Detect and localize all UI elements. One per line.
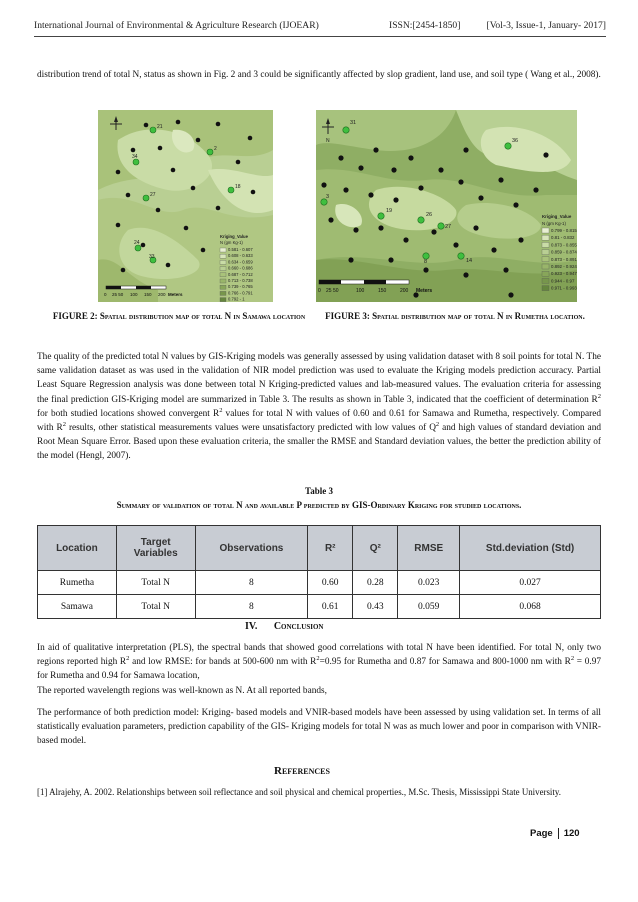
column-header: Location: [38, 526, 117, 571]
text-run: and high values of standard deviation and Root Mean Square Error. Based upon these evaluation criteria, the smaller the RMSE and Standard deviation values, the better the prediction ability of the model (Hengl, 2007).: [37, 423, 601, 462]
text-run: The quality of the predicted total N values by GIS-Kriging models was generally assessed by using validation dataset with 8 soil points for total N. The same validation dataset as was used in the validation of NIR model prediction was used to evaluate the Kriging models prediction accuracy. Partial Least Square Regression analysis was done between total N Kriging-predicted values and lab-measured values. The evaluation criteria for assessing the final prediction GIS-Kriging model are summarized in Table 3. The results as shown in Table 3, indicated that the coefficient of determination R: [37, 352, 601, 405]
journal-name: International Journal of Environmental & Agriculture Research (IJOEAR): [34, 20, 319, 31]
point-label: 27: [150, 192, 156, 198]
text-run: =0.95 for Rumetha and 0.87 for Samawa and 800-1000 nm with R: [319, 657, 571, 668]
table-row: [38, 571, 601, 595]
scale-unit: Meters: [168, 292, 183, 297]
reference-item: [1] Alrajehy, A. 2002. Relationships between soil reflectance and soil physical and chemical properties., M.Sc. Thesis, Mississippi State University.: [37, 787, 561, 797]
text-run: = 0.97 for Rumetha and 0.94 for Samawa location,: [37, 657, 601, 682]
scale-tick: 100: [130, 292, 138, 297]
legend-label: 0.799 - 0.815: [551, 228, 577, 233]
point-label: 26: [426, 212, 433, 218]
legend-swatch: [220, 248, 226, 252]
legend-swatch: [542, 257, 549, 262]
table-cell: 8: [195, 571, 308, 595]
table-row: [38, 595, 601, 619]
column-header: RMSE: [398, 526, 460, 571]
legend-swatch: [542, 242, 549, 247]
table-cell: 0.068: [460, 595, 601, 619]
figure-2-caption: [50, 310, 308, 322]
scale-tick: 150: [144, 292, 152, 297]
divider: [558, 828, 559, 839]
column-header: Q²: [353, 526, 398, 571]
point-label: 8: [424, 259, 428, 265]
legend-label: 0.739 - 0.765: [228, 284, 253, 290]
table-cell: 0.023: [398, 571, 460, 595]
superscript: 2: [126, 655, 130, 663]
figure-2-map: [98, 110, 273, 302]
legend-label: 0.971 - 0.993: [551, 285, 577, 291]
legend-subtitle: N (gm Kg-1): [220, 240, 243, 245]
caption-prefix: FIGURE 3:: [325, 311, 370, 321]
text-run: In aid of qualitative interpretation (PLS), the spectral bands that showed good correlations with total N have been identified. For total N, only two regions reported high R: [37, 643, 601, 668]
legend-swatch: [220, 279, 226, 283]
table-cell: Samawa: [38, 595, 117, 619]
journal-issn: ISSN:[2454-1850]: [389, 20, 461, 31]
scale-tick: 25 50: [326, 288, 339, 294]
superscript: 2: [62, 421, 66, 429]
north-label: N: [326, 138, 330, 144]
figure-3-caption: [320, 310, 590, 322]
scale-tick: 200: [158, 292, 166, 297]
journal-header: [34, 12, 606, 38]
intro-paragraph: distribution trend of total N, status as shown in Fig. 2 and 3 could be significantly affected by slop gradient, land use, and soil type ( Wang et al., 2008).: [37, 70, 601, 80]
superscript: 2: [570, 655, 575, 663]
table-cell: Rumetha: [38, 571, 117, 595]
legend-label: 0.923 - 0.947: [551, 271, 577, 277]
legend-label: 0.859 - 0.874: [551, 249, 577, 255]
conclusion-paragraph-3: The performance of both prediction model: Kriging- based models and VNIR-based models have been assessed by using validation set. In terms of all statistically evaluation parameters, prediction capability of the GIS- Kriging models for total N was as much lower and poor in comparison with VNIR-based model.: [37, 708, 601, 747]
legend-label: 0.892 - 0.924: [551, 264, 577, 269]
legend-swatch: [220, 285, 226, 289]
table-cell: 0.60: [308, 571, 353, 595]
legend-title: Kriging_Value: [220, 234, 248, 239]
text-run: for both studied locations showed convergent R: [37, 408, 220, 419]
scale-tick: 150: [378, 288, 387, 294]
point-label: 2: [214, 146, 217, 152]
legend-swatch: [542, 278, 549, 283]
scale-tick: 25 50: [112, 292, 124, 297]
column-header: Std.deviation (Std): [460, 526, 601, 571]
header-rule: [34, 36, 606, 37]
legend-swatch: [220, 273, 226, 277]
point-label: 24: [134, 240, 140, 246]
caption-text: Spatial distribution map of total N in Rumetha location.: [372, 311, 585, 321]
samawa-kriging-map: [98, 110, 273, 302]
point-label: 19: [386, 208, 393, 214]
legend-swatch: [542, 286, 549, 291]
legend-swatch: [220, 260, 226, 264]
legend-label: 0.766 - 0.791: [228, 290, 253, 296]
scale-tick: 0: [318, 288, 321, 294]
table-cell: 0.059: [398, 595, 460, 619]
table-cell: Total N: [116, 595, 195, 619]
conclusion-paragraph-2: The reported wavelength regions was well-known as N. At all reported bands,: [37, 686, 327, 696]
journal-volume: [Vol-3, Issue-1, January- 2017]: [486, 20, 606, 31]
conclusion-paragraph-1: [37, 641, 601, 684]
scale-tick: 100: [356, 288, 365, 294]
legend-swatch: [542, 271, 549, 276]
scale-tick: 0: [104, 292, 107, 297]
legend-label: 0.713 - 0.738: [228, 278, 253, 283]
section-title: Conclusion: [273, 621, 324, 632]
table-3-title: Summary of validation of total N and available P predicted by GIS-Ordinary Kriging for studied locations.: [116, 500, 522, 510]
point-label: 36: [512, 138, 519, 144]
legend-label: 0.944 - 0.97: [551, 278, 575, 284]
column-header: Target Variables: [116, 526, 195, 571]
page-label: Page: [530, 828, 553, 839]
legend-swatch: [220, 291, 226, 295]
legend-swatch: [542, 228, 549, 233]
legend-label: 0.873 - 0.855: [551, 242, 577, 248]
legend-subtitle: N (gm Kg-1): [542, 221, 566, 226]
figure-3-map: [316, 110, 577, 302]
table-cell: 8: [195, 595, 308, 619]
point-label: 33: [149, 254, 155, 260]
legend-label: 0.687 - 0.712: [228, 271, 253, 277]
validation-table: [37, 525, 601, 619]
page-number: 120: [563, 828, 580, 839]
text-run: and low RMSE: for bands at 500-600 nm with R: [129, 657, 317, 668]
table-3-label: Table 3: [305, 486, 333, 496]
superscript: 2: [597, 392, 601, 400]
point-label: 34: [132, 154, 138, 160]
legend-label: 0.634 - 0.659: [228, 259, 253, 265]
section-heading: [245, 621, 323, 632]
scale-tick: 200: [400, 288, 409, 294]
superscript: 2: [316, 655, 320, 663]
point-label: 31: [350, 120, 357, 126]
text-run: values for total N with values of 0.60 and 0.61 for Samawa and Rumetha, respectively. Compared with R: [37, 408, 601, 434]
table-cell: 0.43: [353, 595, 398, 619]
point-label: 3: [326, 194, 330, 200]
table-cell: 0.28: [353, 571, 398, 595]
scale-unit: Meters: [416, 288, 433, 294]
point-label: 18: [235, 184, 241, 190]
point-label: 27: [445, 224, 452, 230]
results-paragraph: [37, 350, 601, 464]
legend-swatch: [220, 254, 226, 258]
legend-swatch: [220, 267, 226, 271]
section-numeral: IV.: [245, 621, 258, 632]
legend-swatch: [542, 264, 549, 269]
legend-title: Kriging_Value: [542, 214, 572, 219]
column-header: Observations: [195, 526, 308, 571]
text-run: results, other statistical measurements values were unsatisfactory predicted with low values of Q: [65, 423, 436, 434]
page-footer: [530, 828, 580, 839]
superscript: 2: [435, 421, 440, 429]
point-label: 14: [466, 258, 473, 264]
legend-label: 0.873 - 0.891: [551, 256, 577, 262]
table-cell: 0.61: [308, 595, 353, 619]
legend-label: 0.581 - 0.607: [228, 247, 253, 252]
caption-text: Spatial distribution map of total N in Samawa location: [99, 311, 306, 321]
point-label: 21: [157, 124, 163, 130]
legend-swatch: [220, 298, 226, 302]
references-heading: References: [274, 765, 330, 777]
legend-label: 0.792 - 1: [228, 296, 245, 302]
legend-label: 0.660 - 0.686: [228, 265, 253, 271]
column-header: R²: [308, 526, 353, 571]
legend-swatch: [542, 250, 549, 255]
rumetha-kriging-map: [316, 110, 577, 302]
superscript: 2: [219, 406, 223, 414]
table-cell: Total N: [116, 571, 195, 595]
legend-label: 0.81 - 0.832: [551, 235, 575, 241]
caption-prefix: FIGURE 2:: [52, 311, 98, 321]
legend-swatch: [542, 235, 549, 240]
table-cell: 0.027: [460, 571, 601, 595]
legend-label: 0.608 - 0.633: [228, 253, 253, 259]
